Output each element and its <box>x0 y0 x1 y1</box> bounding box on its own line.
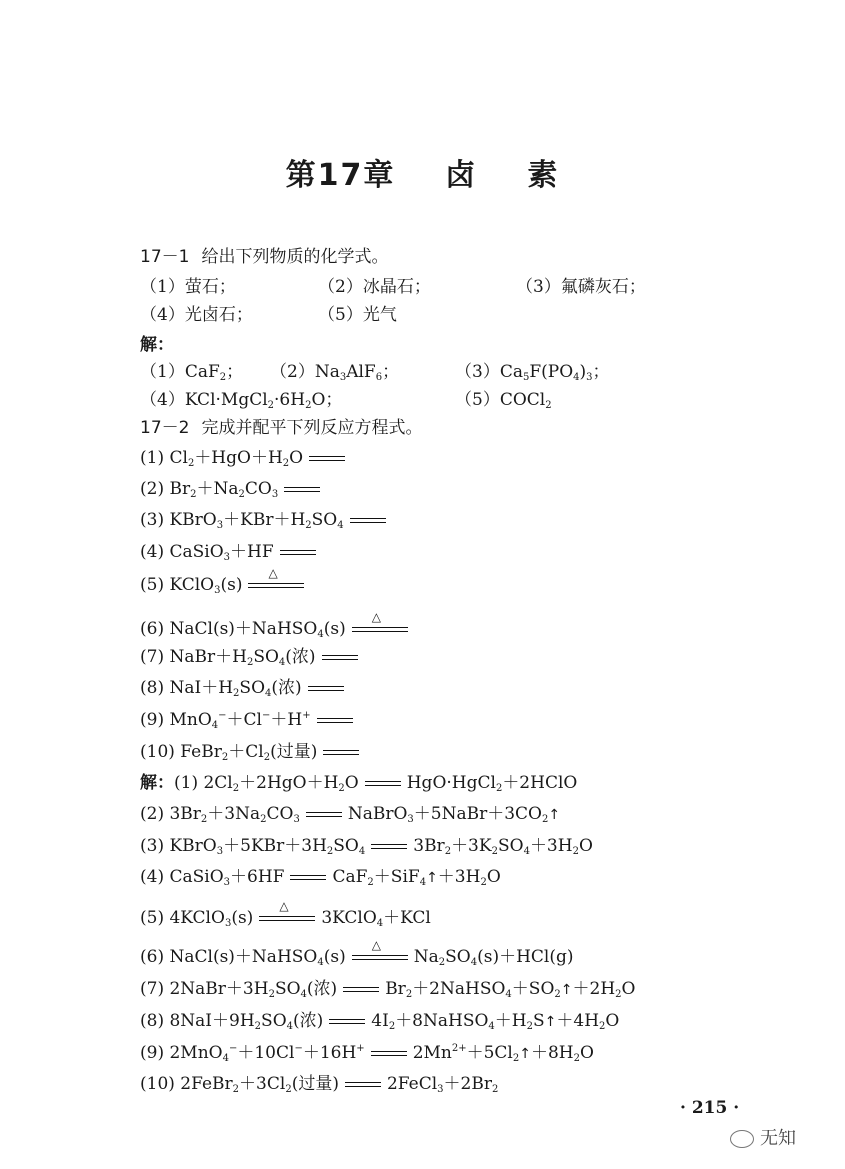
watermark: 无知 <box>730 1124 796 1150</box>
q1-answer-1: （1）CaF$_2$； <box>140 362 244 383</box>
q2-ans-10: (10) $2FeBr_2+3Cl_2$(过量) $2FeCl_3+2Br_2$ <box>140 1074 499 1095</box>
q1-item-5: （5）光气 <box>318 305 397 325</box>
question-17-1: 17－1 给出下列物质的化学式。 <box>140 247 389 267</box>
q2-eq-4: (4) CaSiO$_3$＋HF <box>140 537 322 563</box>
q2-eq-6: (6) NaCl(s)＋NaHSO$_4$(s) △ <box>140 614 414 640</box>
q1-answer-3: $(3)Ca_5F(PO_4)_3$； <box>455 362 610 383</box>
q2-eq-10: (10) $FeBr_2+Cl_2$(过量) <box>140 737 365 763</box>
q1-answer-2: $(2)Na_3AlF_6$； <box>270 362 400 383</box>
q2-eq-2: (2) $Br_2+Na_2CO_3$ <box>140 474 326 500</box>
q2-eq-9: (9) MnO$_4$−＋Cl−＋H+ <box>140 705 359 731</box>
answer-label-1: 解： <box>140 335 174 355</box>
page-number: · 215 · <box>680 1098 740 1118</box>
q1-item-1: （1）萤石； <box>140 277 236 297</box>
q2-ans-7: (7) $2NaBr+3H_2SO_4$(浓) $Br_2+2NaHSO_4+SO_2↑+2H_2O$ <box>140 979 636 1000</box>
q2-eq-3: (3) $KBrO_3+KBr+H_2SO_4$ <box>140 505 392 531</box>
chapter-title: 第17章 卤 素 <box>285 158 560 193</box>
question-17-2: 17－2 完成并配平下列反应方程式。 <box>140 418 423 438</box>
q2-ans-8: (8) $8NaI+9H_2SO_4$(浓) $4I_2+8NaHSO_4+H_2S↑+4H_2O$ <box>140 1011 620 1032</box>
q2-ans-1: 解：(1) $2Cl_2+2HgO+H_2O$ HgO·HgCl$_2$＋2HClO <box>140 773 578 794</box>
wechat-icon <box>730 1130 754 1148</box>
q2-ans-3: (3) $KBrO_3+5KBr+3H_2SO_4$ $3Br_2+3K_2SO_4+3H_2O$ <box>140 836 593 857</box>
q2-eq-7: (7) $NaBr+H_2SO_4$(浓) <box>140 642 364 668</box>
q2-ans-5: (5) 4KClO$_3$(s) △ 3KClO$_4$＋KCl <box>140 899 431 929</box>
q2-ans-4: (4) CaSiO$_3$＋6HF $CaF_2+SiF_4↑+3H_2O$ <box>140 867 501 888</box>
q2-ans-9: (9) 2MnO$_4$−＋10Cl−＋16H+ $2Mn^{2+}+5Cl_2↑+8H_2O$ <box>140 1043 594 1064</box>
q1-answer-4: $(4)KCl\cdot MgCl_2\cdot 6H_2O$； <box>140 390 343 411</box>
q2-eq-5: (5) KClO$_3$(s) △ <box>140 575 310 596</box>
q2-ans-2: (2) $3Br_2+3Na_2CO_3$ $NaBrO_3+5NaBr+3CO_2↑$ <box>140 804 561 825</box>
q2-eq-8: (8) $NaI+H_2SO_4$(浓) <box>140 673 350 699</box>
q1-item-4: （4）光卤石； <box>140 305 253 325</box>
q1-answer-5: （5）COCl$_2$ <box>455 390 552 411</box>
q2-eq-1: (1) $Cl_2+HgO+H_2O$ <box>140 443 351 469</box>
q2-ans-6: (6) NaCl(s)＋NaHSO$_4$(s) △ $Na_2SO_4(s)+HCl(g)$ <box>140 938 574 968</box>
q1-item-2: （2）冰晶石； <box>318 277 431 297</box>
q1-item-3: （3）氟磷灰石； <box>516 277 646 297</box>
